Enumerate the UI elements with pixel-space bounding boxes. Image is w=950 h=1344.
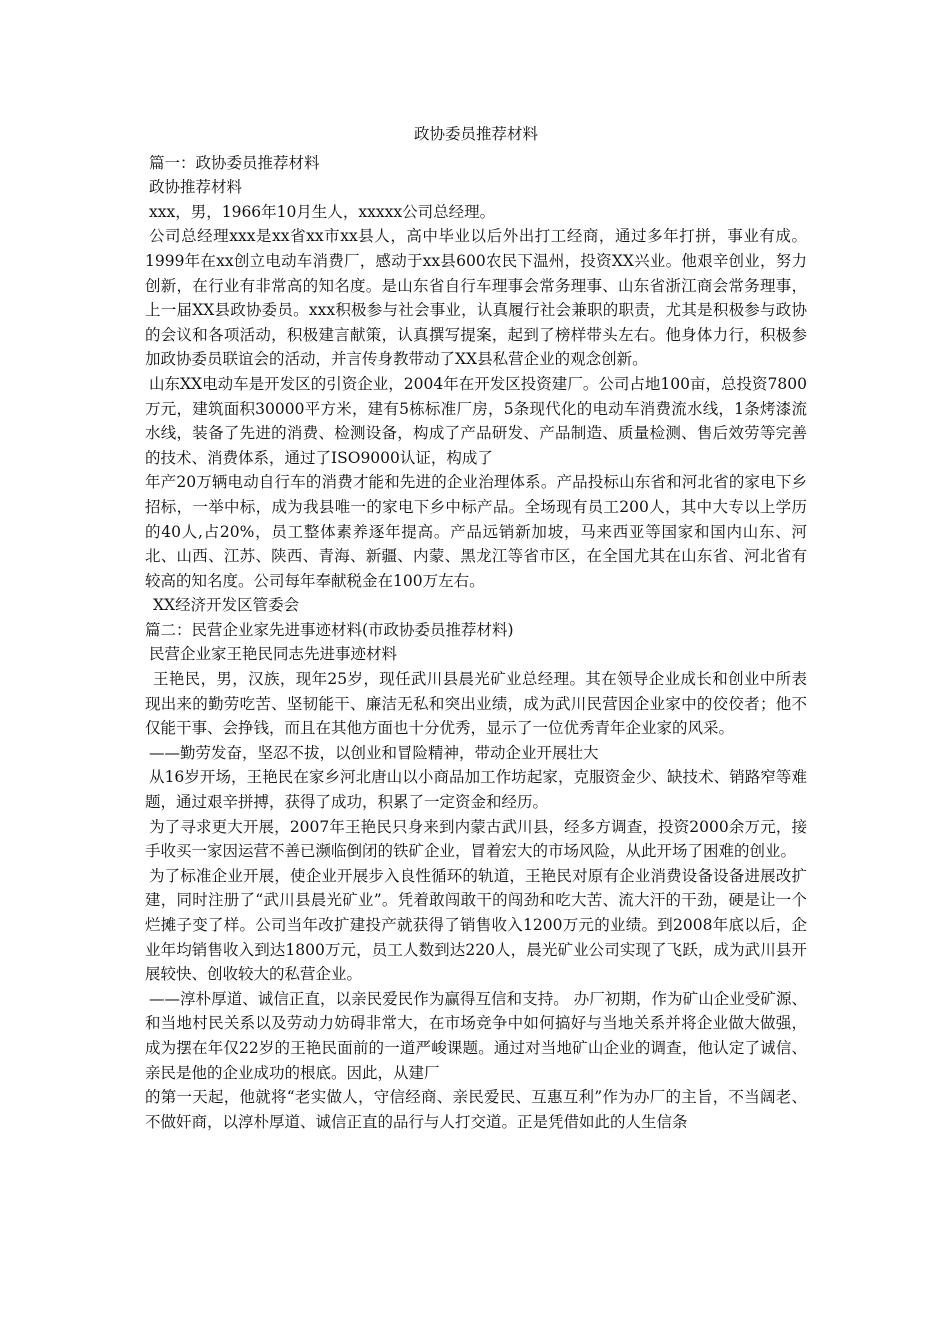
paragraph: 从16岁开场，王艳民在家乡河北唐山以小商品加工作坊起家，克服资金少、缺技术、销路窄等难题，通过艰辛拼搏，获得了成功，积累了一定资金和经历。 <box>145 768 807 812</box>
paragraph: 为了标准企业开展，使企业开展步入良性循环的轨道，王艳民对原有企业消费设备设备进展改扩建，同时注册了“武川县晨光矿业”。凭着敢闯敢干的闯劲和吃大苦、流大汗的干劲，硬是让一个烂摊子变了样。公司当年改扩建投产就获得了销售收入1200万元的业绩。到2008年底以后，企业年均销售收入到达1800万元，员工人数到达220人，晨光矿业公司实现了飞跃，成为武川县开展较快、创收较大的私营企业。 <box>145 866 807 984</box>
paragraph: 公司总经理xxx是xx省xx市xx县人，高中毕业以后外出打工经商，通过多年打拼，事业有成。1999年在xx创立电动车消费厂，感动于xx县600农民下温州，投资XX兴业。他艰辛创业，努力创新，在行业有非常高的知名度。是山东省自行车理事会常务理事、山东省浙江商会常务理事，上一届XX县政协委员。xxx积极参与社会事业，认真履行社会兼职的职责，尤其是积极参与政协的会议和各项活动，积极建言献策，认真撰写提案，起到了榜样带头左右。他身体力行，积极参加政协委员联谊会的活动，并言传身教带动了XX县私营企业的观念创新。 <box>145 227 807 369</box>
paragraph: 篇一：政协委员推荐材料 <box>149 153 320 172</box>
paragraph: 的第一天起，他就将“老实做人，守信经商、亲民爱民、互惠互利”作为办厂的主旨，不当阔老、不做奸商，以淳朴厚道、诚信正直的品行与人打交道。正是凭借如此的人生信条 <box>145 1088 807 1131</box>
document-body <box>145 151 807 1135</box>
paragraph: xxx，男，1966年10月生人，xxxxx公司总经理。 <box>149 202 496 221</box>
document-title: 政协委员推荐材料 <box>413 125 538 143</box>
paragraph: XX经济开发区管委会 <box>153 596 300 615</box>
paragraph: 王艳民，男，汉族，现年25岁，现任武川县晨光矿业总经理。其在领导企业成长和创业中所表现出来的勤劳吃苦、坚韧能干、廉洁无私和突出业绩，成为武川民营因企业家中的佼佼者；他不仅能干事、会挣钱，而且在其他方面也十分优秀，显示了一位优秀青年企业家的风采。 <box>145 670 807 738</box>
paragraph: 山东XX电动车是开发区的引资企业，2004年在开发区投资建厂。公司占地100亩，总投资7800万元，建筑面积30000平方米，建有5栋标准厂房，5条现代化的电动车消费流水线，1条烤漆流水线，装备了先进的消费、检测设备，构成了产品研发、产品制造、质量检测、售后效劳等完善的技术、消费体系，通过了ISO9000认证，构成了 <box>145 374 807 467</box>
paragraph: 篇二：民营企业家先进事迹材料(市政协委员推荐材料) <box>145 620 514 639</box>
paragraph: ——勤劳发奋，坚忍不拔，以创业和冒险精神，带动企业开展壮大 <box>149 743 599 762</box>
paragraph: 年产20万辆电动自行车的消费才能和先进的企业治理体系。产品投标山东省和河北省的家电下乡招标，一举中标，成为我县唯一的家电下乡中标产品。全场现有员工200人，其中大专以上学历的40人,占20%，员工整体素养逐年提高。产品远销新加坡，马来西亚等国家和国内山东、河北、山西、江苏、陕西、青海、新疆、内蒙、黑龙江等省市区，在全国尤其在山东省、河北省有较高的知名度。公司每年奉献税金在100万左右。 <box>145 473 807 590</box>
document-page <box>145 122 807 1134</box>
paragraph: 民营企业家王艳民同志先进事迹材料 <box>149 645 398 664</box>
paragraph: 为了寻求更大开展，2007年王艳民只身来到内蒙古武川县，经多方调查，投资2000余万元，接手收买一家因运营不善已濒临倒闭的铁矿企业，冒着宏大的市场风险，从此开场了困难的创业。 <box>145 817 807 861</box>
paragraph: 政协推荐材料 <box>149 178 243 197</box>
paragraph: ——淳朴厚道、诚信正直，以亲民爱民作为赢得互信和支持。 办厂初期，作为矿山企业受矿源、和当地村民关系以及劳动力妨碍非常大，在市场竞争中如何搞好与当地关系并将企业做大做强，成为摆在年仅22岁的王艳民面前的一道严峻课题。通过对当地矿山企业的调查，他认定了诚信、亲民是他的企业成功的根底。因此，从建厂 <box>145 989 807 1082</box>
